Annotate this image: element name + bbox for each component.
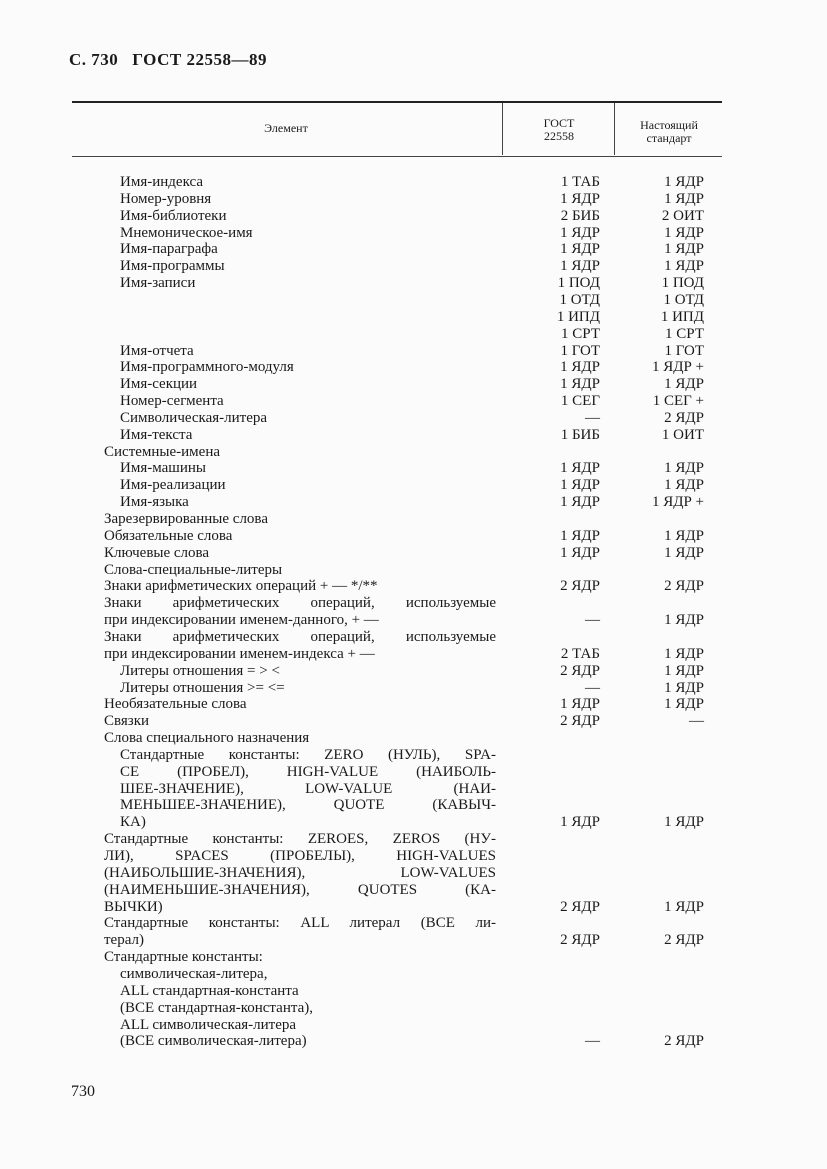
gost-value: 1 ЯДР	[560, 224, 600, 241]
table-row	[0, 949, 827, 966]
table-row	[0, 376, 827, 393]
table-row	[0, 494, 827, 511]
gost-value: 2 ЯДР	[560, 578, 600, 595]
standard-value: 1 ЯДР +	[651, 494, 704, 511]
standard-value: 1 ЯДР	[664, 544, 704, 561]
standard-value: 1 ЯДР	[664, 696, 704, 713]
table-row	[0, 983, 827, 1000]
table-row	[0, 393, 827, 410]
element-name: (НАИМЕНЬШИЕ-ЗНАЧЕНИЯ), QUOTES (КА-	[104, 881, 496, 898]
column-header-current: Настоящий стандарт	[640, 118, 698, 145]
element-name: Обязательные слова	[104, 527, 233, 544]
standard-value: —	[689, 713, 704, 730]
element-name: (ВСЕ символическая-литера)	[120, 1033, 307, 1050]
column-header-element: Элемент	[264, 121, 308, 135]
table-row	[0, 225, 827, 242]
element-name: Имя-реализации	[120, 477, 226, 494]
gost-value: 1 ОТД	[559, 291, 600, 308]
header-page: С. 730	[69, 50, 119, 69]
table-row	[0, 326, 827, 343]
table-row	[0, 292, 827, 309]
standard-value: 1 ЯДР	[664, 662, 704, 679]
gost-value: 1 ЯДР	[560, 814, 600, 831]
table-row	[0, 865, 827, 882]
standard-value: 2 ЯДР	[664, 409, 704, 426]
standard-value: 1 ИПД	[660, 308, 704, 325]
standard-value: 2 ОИТ	[661, 207, 704, 224]
table-row	[0, 915, 827, 932]
standard-value: 1 ЯДР	[664, 527, 704, 544]
table-top-rule	[72, 101, 722, 103]
table-row	[0, 781, 827, 798]
table-row	[0, 460, 827, 477]
gost-value: —	[585, 612, 600, 629]
gost-value: 2 БИБ	[560, 207, 600, 224]
standard-value: 1 ЯДР	[664, 898, 704, 915]
table-row	[0, 663, 827, 680]
gost-value: 1 ЯДР	[560, 190, 600, 207]
element-name: символическая-литера,	[120, 965, 268, 982]
element-name: Имя-программы	[120, 258, 225, 275]
standard-value: 1 ЯДР	[664, 814, 704, 831]
standard-value: 1 ЯДР +	[651, 359, 704, 376]
table-row	[0, 747, 827, 764]
element-name: МЕНЬШЕЕ-ЗНАЧЕНИЕ), QUOTE (КАВЫЧ-	[120, 797, 496, 814]
standard-value: 1 ГОТ	[664, 342, 704, 359]
table-row	[0, 343, 827, 360]
gost-value: 1 ЯДР	[560, 241, 600, 258]
element-name: Мнемоническое-имя	[120, 224, 253, 241]
element-name: Стандартные константы: ALL литерал (ВСЕ ли-	[104, 915, 496, 932]
gost-value: 2 ТАБ	[560, 645, 600, 662]
element-name: при индексировании именем-данного, + —	[104, 612, 379, 629]
gost-value: 1 СЕГ	[560, 393, 600, 410]
table-row	[0, 241, 827, 258]
standard-value: 1 ЯДР	[664, 190, 704, 207]
table-row	[0, 528, 827, 545]
standard-value: 2 ЯДР	[664, 1033, 704, 1050]
standard-value: 2 ЯДР	[664, 578, 704, 595]
gost-value: —	[585, 1033, 600, 1050]
element-name: Стандартные константы: ZEROES, ZEROS (НУ-	[104, 831, 496, 848]
element-name: Символическая-литера	[120, 409, 268, 426]
element-name: Имя-отчета	[120, 342, 194, 359]
table-row	[0, 966, 827, 983]
gost-value: 1 ЯДР	[560, 696, 600, 713]
table-row	[0, 848, 827, 865]
element-name: Имя-программного-модуля	[120, 359, 294, 376]
element-name: Слова-специальные-литеры	[104, 561, 283, 578]
standard-value: 1 ЯДР	[664, 612, 704, 629]
standard-value: 1 ОТД	[663, 291, 704, 308]
gost-value: 1 ТАБ	[560, 174, 600, 190]
standard-value: 1 ЯДР	[664, 645, 704, 662]
standard-value: 1 ЯДР	[664, 258, 704, 275]
gost-value: 1 БИБ	[560, 426, 600, 443]
table-row	[0, 680, 827, 697]
table-row	[0, 174, 827, 191]
table-row	[0, 545, 827, 562]
header-standard: ГОСТ 22558—89	[132, 50, 267, 69]
table-row	[0, 444, 827, 461]
element-name: Стандартные константы:	[104, 949, 263, 966]
table-row	[0, 764, 827, 781]
table-row	[0, 814, 827, 831]
column-header-gost: ГОСТ 22558	[543, 116, 575, 143]
gost-value: 1 ЯДР	[560, 460, 600, 477]
element-name: Системные-имена	[104, 443, 221, 460]
gost-value: 2 ЯДР	[560, 932, 600, 949]
gost-value: 1 ЯДР	[560, 477, 600, 494]
element-name: Литеры отношения = > <	[120, 662, 280, 679]
table-row	[0, 612, 827, 629]
table-row	[0, 309, 827, 326]
standard-value: 1 ЯДР	[664, 477, 704, 494]
table-row	[0, 797, 827, 814]
table-row	[0, 562, 827, 579]
table-row	[0, 1033, 827, 1050]
gost-value: 1 СРТ	[561, 325, 600, 342]
element-name: Номер-сегмента	[120, 393, 224, 410]
gost-value: 2 ЯДР	[560, 662, 600, 679]
table-row	[0, 359, 827, 376]
column-divider	[614, 103, 615, 155]
page-number: 730	[71, 1083, 95, 1100]
element-name: Имя-секции	[120, 376, 198, 393]
gost-value: 1 ПОД	[557, 275, 600, 292]
table-row	[0, 275, 827, 292]
table-row	[0, 427, 827, 444]
table-row	[0, 595, 827, 612]
element-name: (НАИБОЛЬШИЕ-ЗНАЧЕНИЯ), LOW-VALUES	[104, 864, 496, 881]
element-name: Имя-машины	[120, 460, 206, 477]
element-name: ШЕЕ-ЗНАЧЕНИЕ), LOW-VALUE (НАИ-	[120, 780, 496, 797]
gost-value: 1 ЯДР	[560, 494, 600, 511]
standard-value: 1 СРТ	[665, 325, 704, 342]
gost-value: —	[585, 679, 600, 696]
element-name: Имя-языка	[120, 494, 189, 511]
standard-value: 1 ПОД	[661, 275, 704, 292]
table-row	[0, 899, 827, 916]
table-row	[0, 578, 827, 595]
element-name: Имя-параграфа	[120, 241, 218, 258]
table-row	[0, 1000, 827, 1017]
standard-value: 1 ЯДР	[664, 174, 704, 190]
table-row	[0, 932, 827, 949]
element-name: (ВСЕ стандартная-константа),	[120, 999, 314, 1016]
gost-value: 1 ГОТ	[560, 342, 600, 359]
element-name: Имя-текста	[120, 426, 193, 443]
table-row	[0, 208, 827, 225]
gost-value: 1 ЯДР	[560, 258, 600, 275]
standard-value: 2 ЯДР	[664, 932, 704, 949]
element-name: Слова специального назначения	[104, 730, 310, 747]
table-row	[0, 258, 827, 275]
table-row	[0, 696, 827, 713]
element-name: Имя-библиотеки	[120, 207, 227, 224]
standard-value: 1 ЯДР	[664, 460, 704, 477]
gost-value: 2 ЯДР	[560, 898, 600, 915]
element-name: Стандартные константы: ZERO (НУЛЬ), SPA-	[120, 746, 496, 763]
gost-value: 1 ЯДР	[560, 527, 600, 544]
gost-value: 1 ЯДР	[560, 376, 600, 393]
element-name: Зарезервированные слова	[104, 511, 268, 527]
column-divider	[502, 103, 503, 155]
running-header	[69, 50, 267, 70]
table-row	[0, 477, 827, 494]
table-row	[0, 730, 827, 747]
standard-value: 1 ЯДР	[664, 241, 704, 258]
table-row	[0, 831, 827, 848]
gost-value: 1 ЯДР	[560, 544, 600, 561]
table-row	[0, 629, 827, 646]
element-name: CE (ПРОБЕЛ), HIGH-VALUE (НАИБОЛЬ-	[120, 763, 496, 780]
table-row	[0, 410, 827, 427]
standard-value: 1 СЕГ +	[652, 393, 704, 410]
element-name: ВЫЧКИ)	[104, 898, 163, 915]
element-name: Знаки арифметических операций, используемые	[104, 595, 496, 612]
element-name: ALL символическая-литера	[120, 1016, 297, 1033]
element-name: при индексировании именем-индекса + —	[104, 645, 375, 662]
standard-value: 1 ОИТ	[661, 426, 704, 443]
gost-value: 2 ЯДР	[560, 713, 600, 730]
table-row	[0, 1017, 827, 1034]
standard-value: 1 ЯДР	[664, 224, 704, 241]
table-row	[0, 713, 827, 730]
gost-value: 1 ЯДР	[560, 359, 600, 376]
element-name: Ключевые слова	[104, 544, 210, 561]
element-name: Номер-уровня	[120, 190, 212, 207]
element-name: ALL стандартная-константа	[120, 982, 299, 999]
element-name: Необязательные слова	[104, 696, 247, 713]
standard-value: 1 ЯДР	[664, 376, 704, 393]
table-head-rule	[72, 156, 722, 157]
standard-value: 1 ЯДР	[664, 679, 704, 696]
element-name: Имя-записи	[120, 275, 196, 292]
element-name: ЛИ), SPACES (ПРОБЕЛЫ), HIGH-VALUES	[104, 848, 496, 864]
table-row	[0, 646, 827, 663]
table-row	[0, 882, 827, 899]
element-name: Литеры отношения >= <=	[120, 679, 285, 696]
element-name: Связки	[104, 713, 150, 730]
table-row	[0, 511, 827, 528]
element-name: Знаки арифметических операций + — */**	[104, 578, 378, 595]
table-row	[0, 191, 827, 208]
gost-value: —	[585, 409, 600, 426]
element-name: терал)	[104, 932, 144, 949]
element-name: Знаки арифметических операций, используемые	[104, 628, 496, 645]
gost-value: 1 ИПД	[556, 308, 600, 325]
element-name: Имя-индекса	[120, 174, 203, 190]
element-name: КА)	[120, 814, 146, 831]
